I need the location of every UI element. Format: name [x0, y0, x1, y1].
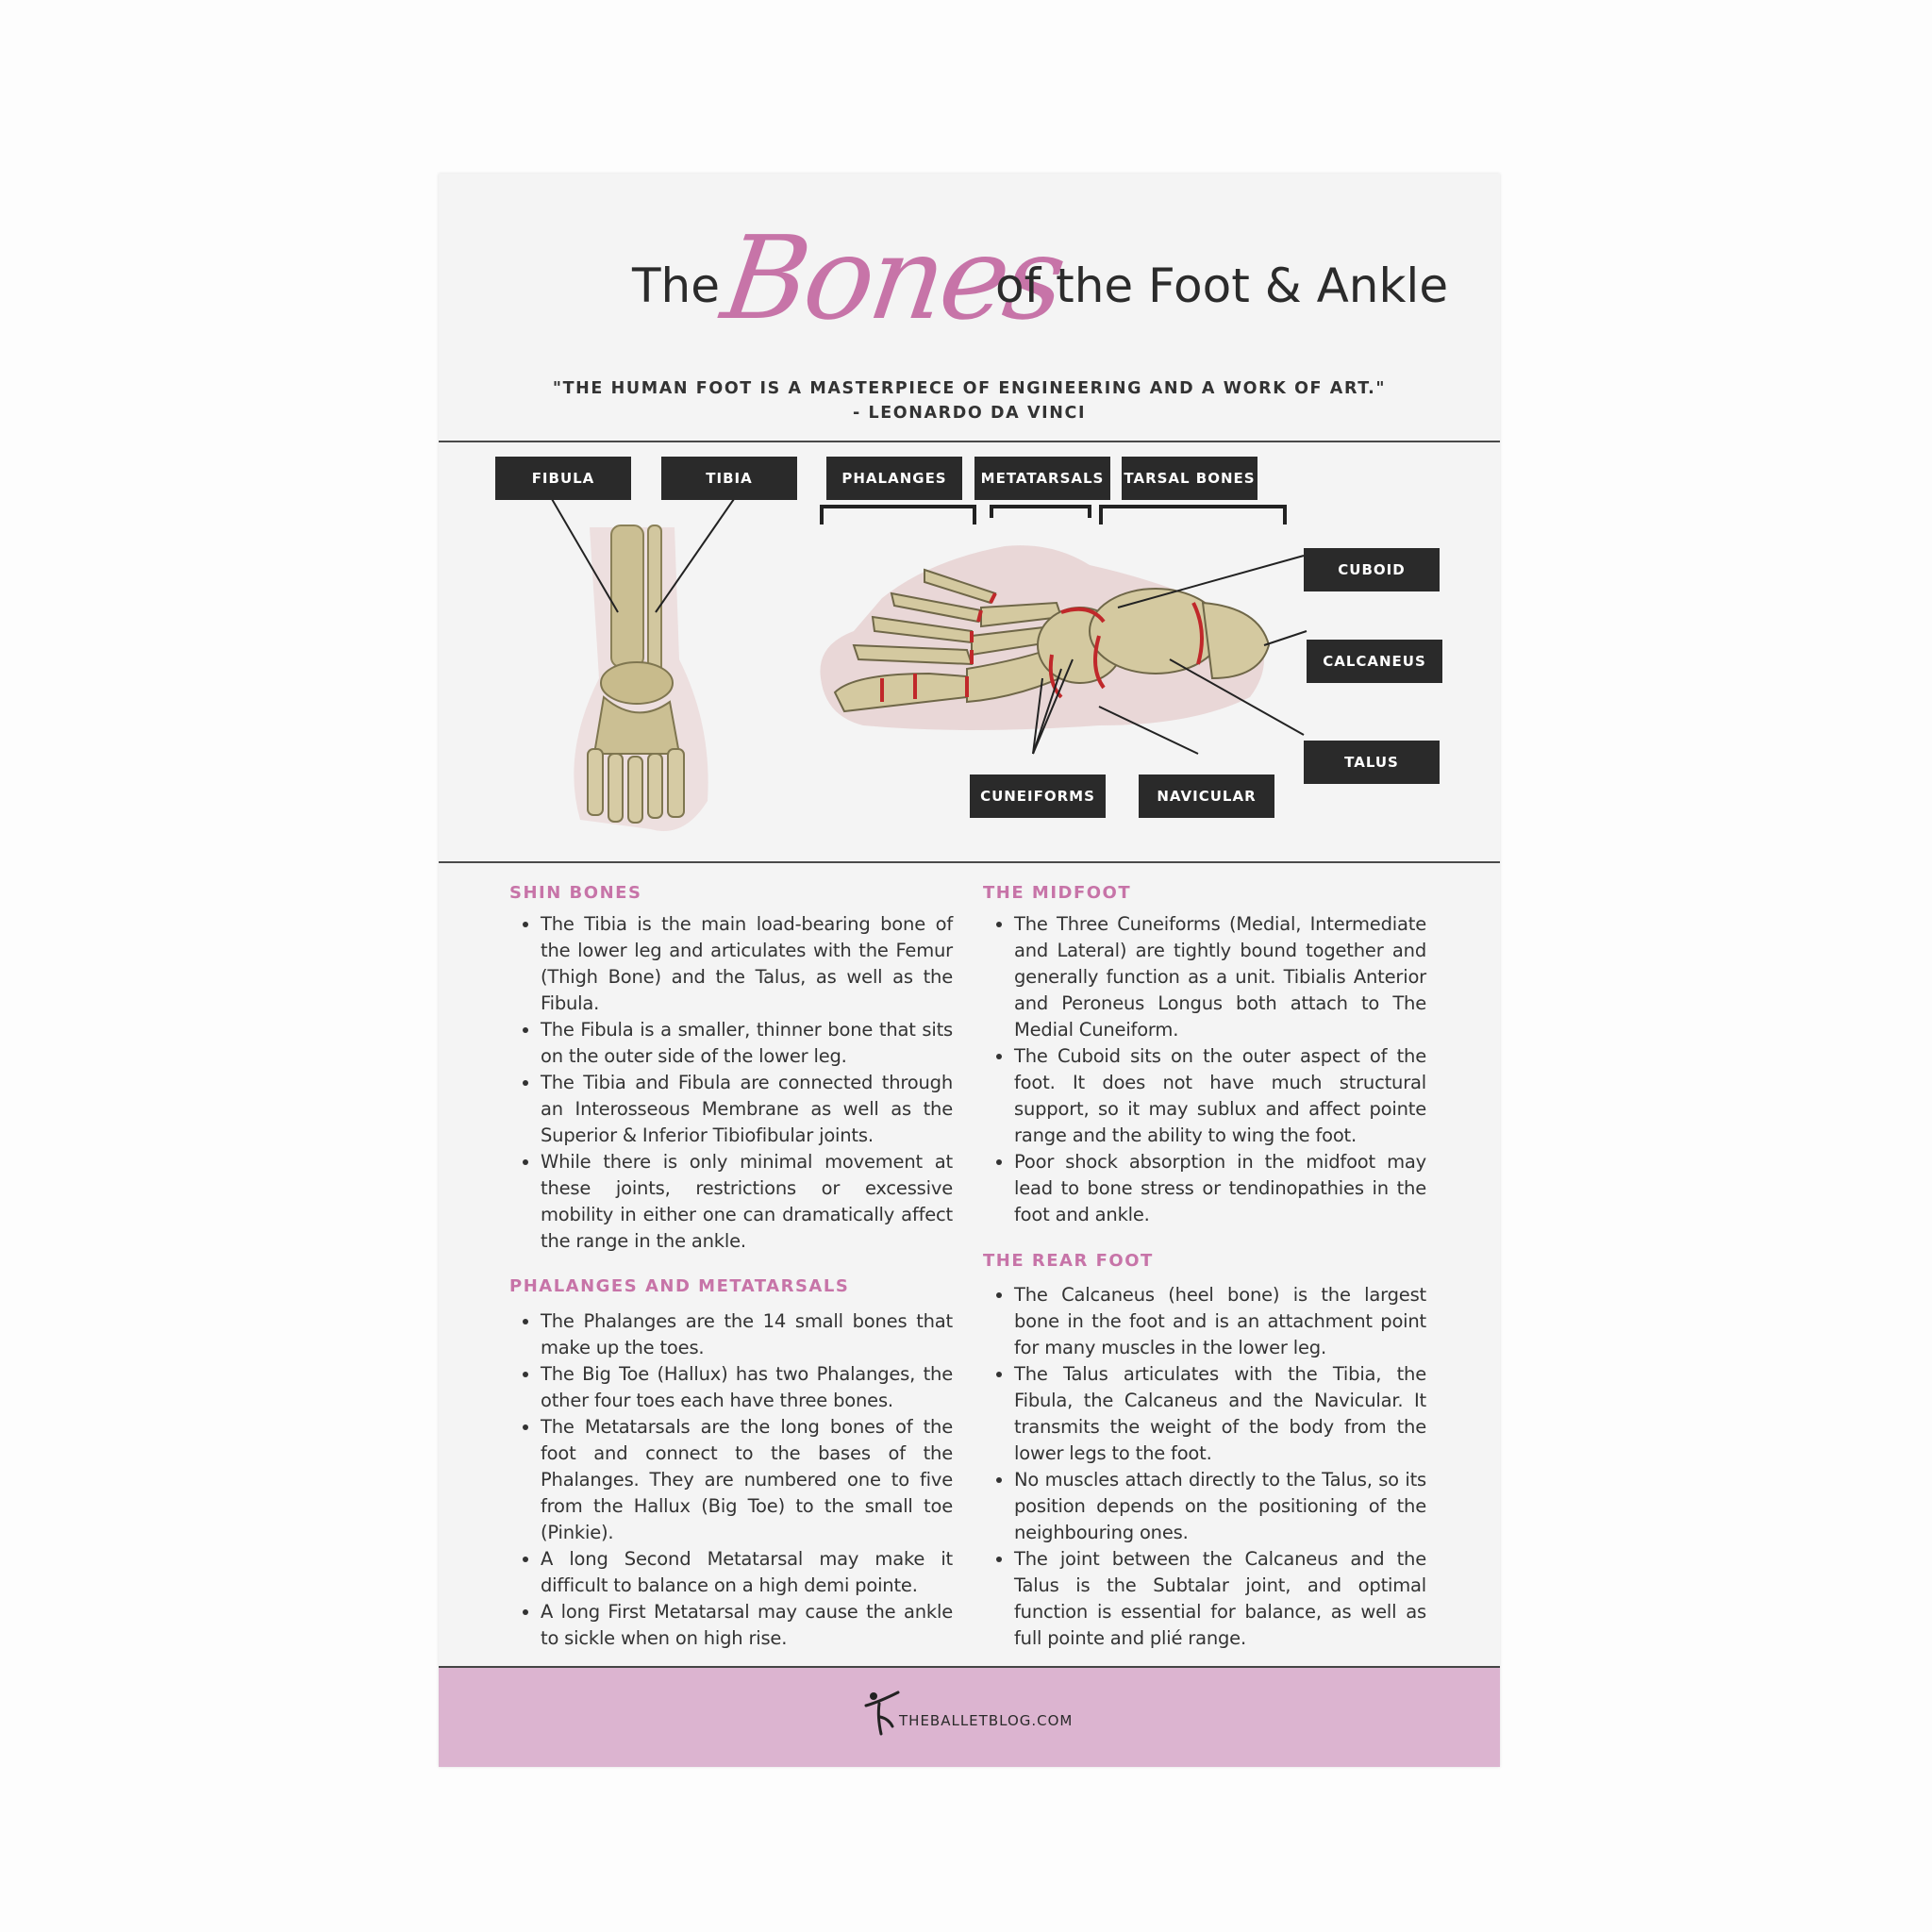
label-tarsal-bones: TARSAL BONES — [1122, 457, 1257, 500]
label-calcaneus: CALCANEUS — [1307, 640, 1442, 683]
list-phalanges-metatarsals — [509, 1308, 953, 1652]
list-item: • While there is only minimal movement at these joints, restrictions or excessive mobility in either one can dramatically affect the range in the ankle. — [541, 1149, 953, 1255]
divider-middle — [439, 861, 1500, 863]
label-phalanges: PHALANGES — [826, 457, 962, 500]
list-item: • The Cuboid sits on the outer aspect of the foot. It does not have much structural support, so it may sublux and affect pointe range and the ability to wing the foot. — [1014, 1043, 1426, 1149]
list-midfoot — [983, 911, 1426, 1228]
heading-rear-foot: THE REAR FOOT — [983, 1251, 1154, 1271]
foot-side-view-illustration — [820, 545, 1269, 730]
list-shin-bones — [509, 911, 953, 1255]
poster — [439, 174, 1500, 1767]
list-item: • The Phalanges are the 14 small bones that make up the toes. — [541, 1308, 953, 1361]
title-script-bones: Bones — [715, 211, 1071, 345]
list-item: • The Calcaneus (heel bone) is the largest bone in the foot and is an attachment point for many muscles in the lower leg. — [1014, 1282, 1426, 1361]
label-cuboid: CUBOID — [1304, 548, 1440, 591]
label-talus: TALUS — [1304, 741, 1440, 784]
title-rest: of the Foot & Ankle — [995, 258, 1449, 313]
list-rear-foot — [983, 1282, 1426, 1652]
label-tibia: TIBIA — [661, 457, 797, 500]
title-the: The — [632, 258, 720, 313]
list-item: • The Metatarsals are the long bones of the foot and connect to the bases of the Phalanges. They are numbered one to five from the Hallux (Big Toe) to the small toe (Pinkie). — [541, 1414, 953, 1546]
list-item: • No muscles attach directly to the Talus, so its position depends on the positioning of the neighbouring ones. — [1014, 1467, 1426, 1546]
list-item: • A long Second Metatarsal may make it difficult to balance on a high demi pointe. — [541, 1546, 953, 1599]
list-item: • The Fibula is a smaller, thinner bone that sits on the outer side of the lower leg. — [541, 1017, 953, 1070]
list-item: • A long First Metatarsal may cause the ankle to sickle when on high rise. — [541, 1599, 953, 1652]
quote-author: - LEONARDO DA VINCI — [852, 404, 1087, 423]
label-fibula: FIBULA — [495, 457, 631, 500]
label-metatarsals: METATARSALS — [974, 457, 1110, 500]
quote-text: "THE HUMAN FOOT IS A MASTERPIECE OF ENGINEERING AND A WORK OF ART." — [552, 379, 1387, 398]
list-item: • The Tibia is the main load-bearing bone of the lower leg and articulates with the Femur (Thigh Bone) and the Talus, as well as the Fibula. — [541, 911, 953, 1017]
list-item: • The Tibia and Fibula are connected through an Interosseous Membrane as well as the Superior & Inferior Tibiofibular joints. — [541, 1070, 953, 1149]
heading-midfoot: THE MIDFOOT — [983, 883, 1132, 903]
heading-phalanges-metatarsals: PHALANGES AND METATARSALS — [509, 1276, 850, 1296]
list-item: • The Three Cuneiforms (Medial, Intermediate and Lateral) are tightly bound together and generally function as a unit. Tibialis Anterior and Peroneus Longus both attach to The Medial Cuneiform. — [1014, 911, 1426, 1043]
label-brackets — [822, 507, 1285, 525]
heading-shin-bones: SHIN BONES — [509, 883, 642, 903]
list-item: • The Big Toe (Hallux) has two Phalanges, the other four toes each have three bones. — [541, 1361, 953, 1414]
label-navicular: NAVICULAR — [1139, 774, 1274, 818]
page-title — [439, 174, 1500, 353]
list-item: • The Talus articulates with the Tibia, the Fibula, the Calcaneus and the Navicular. It transmits the weight of the body from the lower legs to the foot. — [1014, 1361, 1426, 1467]
footer-site-link[interactable]: THEBALLETBLOG.COM — [899, 1712, 1074, 1729]
footer — [439, 1666, 1500, 1767]
list-item: • Poor shock absorption in the midfoot may lead to bone stress or tendinopathies in the foot and ankle. — [1014, 1149, 1426, 1228]
label-cuneiforms: CUNEIFORMS — [970, 774, 1106, 818]
list-item: • The joint between the Calcaneus and the Talus is the Subtalar joint, and optimal function is essential for balance, as well as full pointe and plié range. — [1014, 1546, 1426, 1652]
